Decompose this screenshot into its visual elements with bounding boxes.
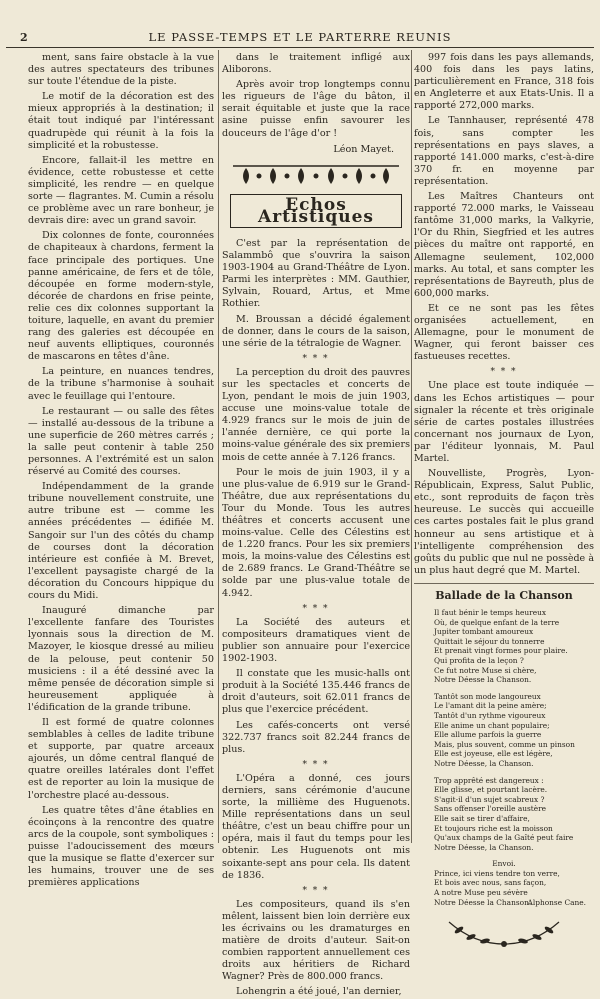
poem-line: S'agit-il d'un sujet scabreux ? [434, 794, 545, 804]
paragraph: Après avoir trop longtemps connu les rigueurs de l'âge du bâton, il serait équitable et juste que la race asine puisse enfin savourer les douceurs de l'âge d'or ! [222, 79, 410, 139]
paragraph: Il constate que les music-halls ont produit à la Société 135.446 francs de droit d'auteurs, soit 62.011 francs de plus que l'exercice précédent. [222, 668, 410, 716]
laurel-ornament-icon [429, 914, 579, 954]
section-separator: * * * [302, 885, 330, 896]
poem-line: Elle est joyeuse, elle est légère, [434, 749, 553, 759]
poem-line: Prince, ici viens tendre ton verre, [434, 868, 560, 878]
column-3 [414, 52, 594, 908]
paragraph: M. Broussan a décidé également de donner, dans le cours de la saison, une série de la tétralogie de Wagner. [222, 313, 410, 349]
paragraph: La perception du droit des pauvres sur les spectacles et concerts de Lyon, pendant le mois de juin 1903, accuse une moins-value totale de 4.929 francs sur le mois de juin de l'année dernière, ce qui porte la moins-value générale des six premiers mois de cette année à 7.126 francs. [222, 366, 410, 463]
column-divider-1 [218, 50, 219, 843]
section-title: Echos Artistiques [230, 194, 402, 228]
poem-line: Tantôt d'un rythme vigoureux [434, 710, 546, 720]
author-signature: Léon Mayet. [333, 143, 394, 155]
section-separator: * * * [302, 603, 330, 614]
poem-line: Notre Déesse, la Chanson. [434, 842, 534, 852]
poem-line: Quittait le séjour du tonnerre [434, 636, 545, 646]
echos-continued [414, 52, 594, 577]
echos-articles [222, 238, 410, 999]
paragraph: Les Maîtres Chanteurs ont rapporté 72.000 marks, le Vaisseau fantôme 31,000 marks, la Valkyrie, l'Or du Rhin, Siegfried et les autres pièces du maître ont rapporté, en Allemagne seulement, 102,000 marks. Au total, et sans compter les représentations de Bayreuth, plus de 600,000 marks. [414, 191, 594, 299]
poem-line: Ce fut notre Muse si chère, [434, 665, 537, 675]
poem-line: Qu'aux champs de la Gaîté peut faire [434, 833, 574, 843]
paragraph: ment, sans faire obstacle à la vue des autres spectateurs des tribunes sur toute l'étendue de la piste. [28, 52, 214, 88]
envoi-label: Envoi. [492, 859, 516, 869]
poem-line: Mais, plus souvent, comme un pinson [434, 739, 575, 749]
poem-line: Jupiter tombant amoureux [434, 627, 534, 637]
poem-line: Et prenait vingt formes pour plaire. [434, 646, 568, 656]
paragraph: Pour le mois de juin 1903, il y a une plus-value de 6.919 sur le Grand-Théâtre, due aux représentations du Tour du Monde. Tous les autres théâtres et concerts accusent une moins-value. Celle des Célestins est de 1.220 francs. Pour les six premiers mois, la moins-value des Célestins est de 2.689 francs. Le Grand-Théâtre se solde par une plus-value totale de 4.942. [222, 466, 410, 599]
paragraph: Les compositeurs, quand ils s'en mêlent, laissent bien loin derrière eux les écrivains ou les dramaturges en matière de droits d'auteur. Sait-on combien rapportent annuellement ces droits aux héritiers de Richard Wagner? Près de 800.000 francs. [222, 898, 410, 983]
section-separator: * * * [302, 353, 330, 364]
paragraph: Inauguré dimanche par l'excellente fanfare des Touristes lyonnais sous la direction de M. Mazoyer, le kiosque dressé au milieu de la pelouse, peut contenir 50 musiciens : il a été dessiné avec la même pensée de décoration simple si heureusement appliquée à l'édification de la grande tribune. [28, 605, 214, 713]
poem-line: Il faut bénir le temps heureux [434, 608, 547, 618]
paragraph: Encore, fallait-il les mettre en évidence, cette robustesse et cette simplicité, les rendre — en quelque sorte — flagrantes. M. Cumin a résolu ce problème avec un rare bonheur, je devrais dire: avec un grand savoir. [28, 154, 214, 227]
paragraph: La Société des auteurs et compositeurs dramatiques vient de publier son annuaire pour l'exercice 1902-1903. [222, 616, 410, 665]
section-separator: * * * [490, 367, 518, 378]
poem-line: Et bois avec nous, sans façon, [434, 878, 547, 888]
paragraph: Le restaurant — ou salle des fêtes — installé au-dessous de la tribune a une superficie de 260 mètres carrés ; la salle peut contenir à table 250 personnes. A l'extrémité est un salon réservé au Comité des courses. [28, 405, 214, 478]
paragraph: 997 fois dans les pays allemands, 400 fois dans les pays latins, particulièrement en France, 318 fois en Angleterre et aux Etats-Unis. Il a rapporté 272,000 marks. [414, 52, 594, 112]
paragraph: Lohengrin a été joué, l'an dernier, [236, 986, 402, 998]
poem-line: Elle anime un chant populaire; [434, 720, 550, 730]
poem-title: Ballade de la Chanson [435, 588, 573, 602]
header-rule [6, 47, 594, 48]
column-divider-2 [411, 50, 412, 843]
poem-line: Notre Déesse, la Chanson. [434, 758, 534, 768]
poem-line: Où, de quelque enfant de la terre [434, 617, 560, 627]
poem-line: Le l'amant dit la peine amère; [434, 701, 547, 711]
paragraph: C'est par la représentation de Salammbô que s'ouvrira la saison 1903-1904 au Grand-Théâtre de Lyon. Parmi les interprètes : MM. Gauthier, Sylvain, Rouard, Artus, et Mme Rothier. [222, 237, 410, 310]
article-ending [222, 52, 410, 140]
floral-ornament-icon [231, 162, 401, 188]
paragraph: Indépendamment de la grande tribune nouvellement construite, une autre tribune est — comme les années précédentes — édifiée M. Sangoir sur l'un des côtés du champ de courses dont la décoration intérieure est confiée à M. Brevet, l'excellent paysagiste chargé de la décoration du Concours hippique du cours du Midi. [28, 481, 214, 602]
paragraph: Il est formé de quatre colonnes semblables à celles de ladite tribune et supporte, par quatre arceaux ajourés, un dôme central flanqué de quatre oreilles latérales dont l'effet est de reporter au loin la musique de l'orchestre placé au-dessous. [28, 716, 214, 801]
paragraph: Le motif de la décoration est des mieux appropriés à la destination; il était tout indiqué par l'intéressant quadrupède qui réunit à la fois la simplicité et la robustesse. [28, 91, 214, 151]
paragraph: Le Tannhauser, représenté 478 fois, sans compter les représentations en pays slaves, a rapporté 141.000 marks, c'est-à-dire 370 fr. en moyenne par représentation. [414, 115, 594, 187]
masthead-title: LE PASSE-TEMPS ET LE PARTERRE REUNIS [148, 30, 452, 44]
paragraph: Les cafés-concerts ont versé 322.737 francs soit 82.244 francs de plus. [222, 719, 410, 755]
poem-author: Alphonse Cane. [527, 898, 586, 908]
poem-line: Sans offenser l'oreille austère [434, 804, 547, 814]
poem-line: Et toujours riche est la moisson [434, 823, 553, 833]
poem [414, 608, 594, 908]
page-number: 2 [20, 31, 28, 44]
poem-line: Qui profita de la leçon ? [434, 656, 524, 665]
column-1 [28, 52, 214, 889]
poem-line: Tantôt son mode langoureux [434, 691, 541, 701]
poem-line: Elle glisse, et pourtant lacère. [434, 785, 548, 795]
paragraph: L'Opéra a donné, ces jours derniers, sans cérémonie d'aucune sorte, la millième des Huguenots. Mille représentations dans un seul théâtre, c'est un beau chiffre pour un opéra, mais il faut du temps pour les obtenir. Les Huguenots ont mis soixante-sept ans pour cela. Ils datent de 1836. [222, 772, 410, 881]
paragraph: La peinture, en nuances tendres, de la tribune s'harmonise à souhait avec le feuillage qui l'entoure. [28, 366, 214, 402]
section-rule [414, 583, 594, 584]
poem-line: A notre Muse peu sévère [434, 888, 528, 898]
paragraph: Une place est toute indiquée — dans les Echos artistiques — pour signaler la récente et très originale série de cartes postales illustrées concernant nos journaux de Lyon, par l'éditeur lyonnais, M. Paul Martel. [414, 380, 594, 464]
paragraph: Nouvelliste, Progrès, Lyon-Républicain, Express, Salut Public, etc., sont reproduits de façon très heureuse. Le succès qui accueille ces cartes postales fait le plus grand honneur au sens artistique et à l'intelligente compréhension des goûts du public que nul ne possède à un plus haut degré que M. Martel. [414, 468, 594, 576]
poem-line: Elle allume parfois la guerre [434, 730, 542, 740]
page-header [8, 28, 592, 46]
poem-line: Elle sait se tirer d'affaire, [434, 813, 530, 823]
paragraph: Dix colonnes de fonte, couronnées de chapiteaux à chardons, ferment la face principale des portiques. Une panne américaine, de fers et de tôle, découpée en forme modern-style, décorée de chardons en frise peinte, relie ces dix colonnes supportant la toiture, laquelle, en avant du premier rang des galeries est découpée en neuf auvents elliptiques, couronnés de mascarons en têtes d'âne. [28, 230, 214, 363]
paragraph: Les quatre têtes d'âne établies en écoinçons à la rencontre des quatre arcs de la coupole, sont symboliques : puisse l'adoucissement des mœurs que la musique se flatte d'exercer sur les humains, trouver une de ses premières applications [28, 804, 214, 889]
poem-line: Notre Déesse la Chanson. [434, 675, 532, 685]
poem-line: Notre Déesse la Chanson. [434, 897, 532, 907]
poem-line: Trop apprêté est dangereux : [434, 775, 544, 785]
column-2 [222, 52, 410, 998]
paragraph: Et ce ne sont pas les fêtes organisées actuellement, en Allemagne, pour le monument de Wagner, qui feront baisser ces fastueuses recettes. [414, 302, 594, 363]
section-separator: * * * [302, 759, 330, 770]
paragraph: dans le traitement infligé aux Aliborons. [222, 52, 410, 76]
